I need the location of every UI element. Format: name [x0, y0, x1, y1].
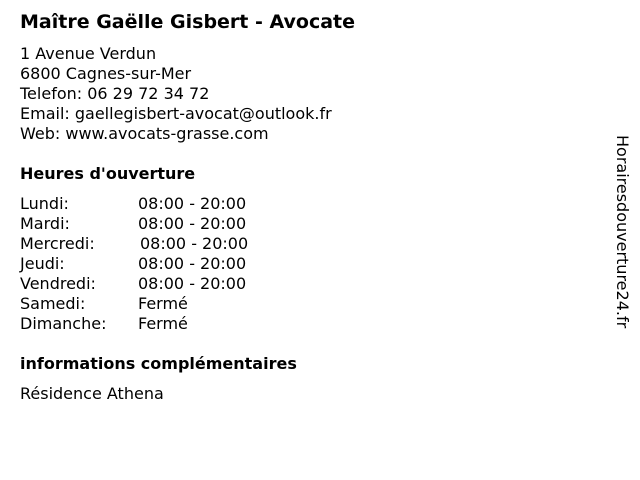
time-value: 08:00 - 20:00 — [138, 254, 247, 273]
hours-row-tuesday — [20, 214, 280, 234]
extra-info-text: Résidence Athena — [20, 384, 164, 403]
time-value: 08:00 - 20:00 — [138, 194, 247, 213]
day-label: Mercredi: — [20, 234, 95, 253]
address-block — [20, 44, 332, 144]
website: Web: www.avocats-grasse.com — [20, 124, 269, 143]
street-address: 1 Avenue Verdun — [20, 44, 157, 63]
time-value: 08:00 - 20:00 — [138, 274, 247, 293]
day-label: Dimanche: — [20, 314, 107, 333]
day-label: Mardi: — [20, 214, 70, 233]
time-value: Fermé — [138, 294, 188, 313]
day-label: Vendredi: — [20, 274, 96, 293]
hours-row-monday — [20, 194, 280, 214]
time-value: 08:00 - 20:00 — [138, 214, 247, 233]
hours-heading: Heures d'ouverture — [20, 164, 196, 183]
day-label: Samedi: — [20, 294, 86, 313]
hours-row-wednesday — [20, 234, 280, 254]
city-address: 6800 Cagnes-sur-Mer — [20, 64, 192, 83]
extra-info-heading: informations complémentaires — [20, 354, 297, 373]
day-label: Jeudi: — [20, 254, 65, 273]
hours-row-saturday — [20, 294, 280, 314]
hours-table — [20, 194, 280, 334]
email-address: Email: gaellegisbert-avocat@outlook.fr — [20, 104, 332, 123]
time-value: Fermé — [138, 314, 188, 333]
hours-row-sunday — [20, 314, 280, 334]
site-watermark: Horairesdouverture24.fr — [613, 135, 632, 329]
hours-row-friday — [20, 274, 280, 294]
time-value: 08:00 - 20:00 — [140, 234, 249, 253]
phone-number: Telefon: 06 29 72 34 72 — [20, 84, 210, 103]
hours-row-thursday — [20, 254, 280, 274]
page-title: Maître Gaëlle Gisbert - Avocate — [20, 11, 356, 33]
day-label: Lundi: — [20, 194, 69, 213]
